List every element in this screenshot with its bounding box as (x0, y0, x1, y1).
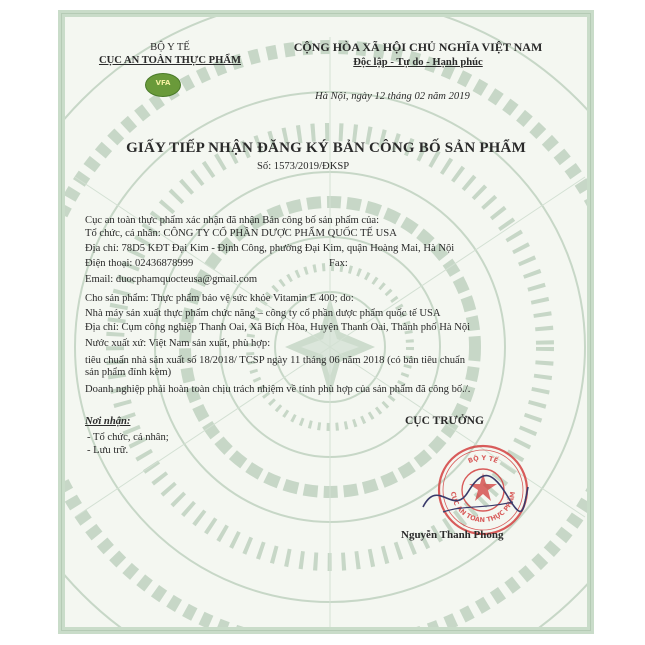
standard-line-1: tiêu chuẩn nhà sản xuất số 18/2018/ TCSP ngày 11 tháng 06 năm 2018 (có bản tiêu chuẩn (85, 355, 466, 366)
national-motto: Độc lập - Tự do - Hạnh phúc (353, 57, 483, 68)
vfa-logo-text: VFA (155, 79, 171, 87)
seal-top-text: BỘ Y TẾ (466, 453, 500, 466)
signer-position: CỤC TRƯỞNG (405, 415, 484, 427)
recipients-heading: Nơi nhận: (85, 416, 131, 427)
document-title: GIẤY TIẾP NHẬN ĐĂNG KÝ BẢN CÔNG BỐ SẢN PHẨM (126, 140, 526, 156)
organization-line: Tổ chức, cá nhân: CÔNG TY CỔ PHẦN DƯỢC PHẨM QUỐC TẾ USA (85, 228, 397, 239)
recipient-item: - Lưu trữ. (87, 445, 129, 456)
recipient-item: - Tổ chức, cá nhân; (87, 432, 169, 443)
certificate-document (58, 10, 594, 634)
standard-line-2: sản phẩm đính kèm) (85, 367, 172, 378)
department-name: CỤC AN TOÀN THỰC PHẨM (98, 55, 242, 66)
factory-address-line: Địa chỉ: Cụm công nghiệp Thanh Oai, Xã Bích Hòa, Huyện Thanh Oai, Thành phố Hà Nội (85, 322, 471, 333)
country-name: CỘNG HÒA XÃ HỘI CHỦ NGHĨA VIỆT NAM (293, 40, 543, 54)
responsibility-line: Doanh nghiệp phải hoàn toàn chịu trách nhiệm về tính phù hợp của sản phẩm đã công bố./. (85, 384, 471, 395)
intro-line: Cục an toàn thực phẩm xác nhận đã nhận Bản công bố sản phẩm của: (85, 215, 380, 226)
address-line: Địa chỉ: 78D5 KĐT Đại Kim - Định Công, phường Đại Kim, quận Hoàng Mai, Hà Nội (85, 243, 455, 254)
origin-line: Nước xuất xứ: Việt Nam sản xuất, phù hợp: (85, 338, 271, 349)
place-and-date: Hà Nội, ngày 12 tháng 02 năm 2019 (315, 91, 470, 102)
seal-bottom-text: CỤC AN TOÀN THỰC PHẨM (448, 490, 518, 525)
phone-line: Điện thoại: 02436878999 (85, 258, 194, 269)
fax-line: Fax: (329, 258, 348, 269)
signer-name: Nguyễn Thanh Phong (401, 529, 504, 541)
svg-text:BỘ Y TẾ (467, 453, 501, 465)
email-line: Email: duocphamquocteusa@gmail.com (85, 274, 258, 285)
vfa-logo (145, 73, 181, 97)
product-line: Cho sản phẩm: Thực phẩm bảo vệ sức khỏe Vitamin E 400; do: (85, 293, 354, 304)
signature (413, 467, 533, 527)
document-number: Số: 1573/2019/ĐKSP (257, 161, 350, 172)
ministry-name: BỘ Y TẾ (150, 42, 190, 53)
factory-line: Nhà máy sản xuất thực phẩm chức năng – công ty cổ phần dược phẩm quốc tế USA (85, 308, 441, 319)
